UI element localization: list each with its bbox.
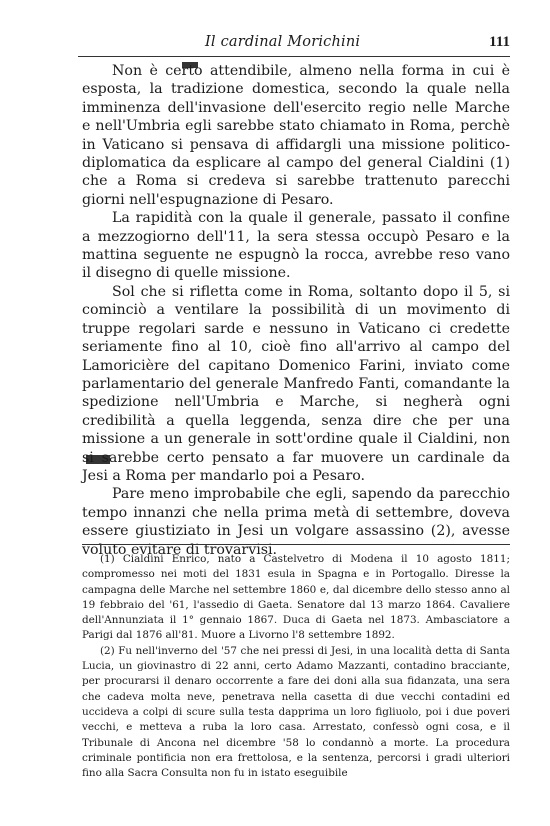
paragraph: Non è certo attendibile, almeno nella forma in cui è esposta, la tradizione domestica, secondo la quale nella imminenza dell'invasione dell'esercito regio nelle Marche e nell'Umbria egli sarebbe stato chiamato in Roma, perchè in Vaticano si pensava di affidargli una missione politico-diplomatica da esplicare al campo del general Cialdini (1) che a Roma si credeva si sarebbe trattenuto parecchi giorni nell'espugnazione di Pesaro. bbox=[82, 63, 510, 208]
footnotes bbox=[82, 552, 510, 781]
footnote: (1) Cialdini Enrico, nato a Castelvetro di Modena il 10 agosto 1811; compromesso nei moti del 1831 esula in Spagna e in Portogallo. Diresse la campagna delle Marche nel settembre 1860 e, dal dicembre dello stesso anno al 19 febbraio del '61, l'assedio di Gaeta. Senatore dal 13 marzo 1864. Cavaliere dell'Annunziata il 1° gennaio 1867. Duca di Gaeta nel 1873. Ambasciatore a Parigi dal 1876 all'81. Muore a Livorno l'8 settembre 1892. bbox=[82, 553, 510, 642]
paragraph: Sol che si rifletta come in Roma, soltanto dopo il 5, si cominciò a ventilare la possibilità di un movimento di truppe regolari sarde e nessuno in Vaticano ci credette seriamente fino al 10, cioè fino all'arrivo al campo del Lamoricière del capitano Domenico Farini, inviato come parlamentario del generale Manfredo Fanti, comandante la spedizione nell'Umbria e Marche, si negherà ogni credibilità a quella leggenda, senza dire che per una missione a un generale in sott'ordine quale il Cialdini, non si sarebbe certo pensato a far muovere un cardinale da Jesi a Roma per mandarlo poi a Pesaro. bbox=[82, 283, 510, 484]
paragraph: La rapidità con la quale il generale, passato il confine a mezzogiorno dell'11, la sera stessa occupò Pesaro e la mattina seguente ne espugnò la rocca, avrebbe reso vano il disegno di quelle missione. bbox=[82, 210, 510, 282]
page-header bbox=[80, 34, 510, 54]
body-text bbox=[82, 62, 510, 559]
running-title: Il cardinal Morichini bbox=[205, 34, 361, 50]
footnote: (2) Fu nell'inverno del '57 che nei pressi di Jesi, in una località detta di Santa Lucia, un giovinastro di 22 anni, certo Adamo Mazzanti, contadino bracciante, per procurarsi il denaro occorrente a fare dei doni alla sua fidanzata, una sera che cadeva molta neve, penetrava nella casetta di due vecchi contadini ed uccideva a colpi di scure sulla testa dapprima un loro figliuolo, poi i due poveri vecchi, e metteva a ruba la loro casa. Arrestato, confessò ogni cosa, e il Tribunale di Ancona nel dicembre '58 lo condannò a morte. La procedura criminale pontificia non era frettolosa, e la sentenza, percorsi i gradi ulteriori fino alla Sacra Consulta non fu in istato eseguibile bbox=[82, 644, 510, 780]
page-number: 111 bbox=[489, 34, 510, 50]
paragraph: Pare meno improbabile che egli, sapendo da parecchio tempo innanzi che nella prima metà di settembre, doveva essere giustiziato in Jesi un volgare assassino (2), avesse voluto evitare di trovarvisi. bbox=[82, 486, 510, 558]
header-rule bbox=[78, 56, 510, 57]
footnote-rule bbox=[82, 544, 510, 545]
